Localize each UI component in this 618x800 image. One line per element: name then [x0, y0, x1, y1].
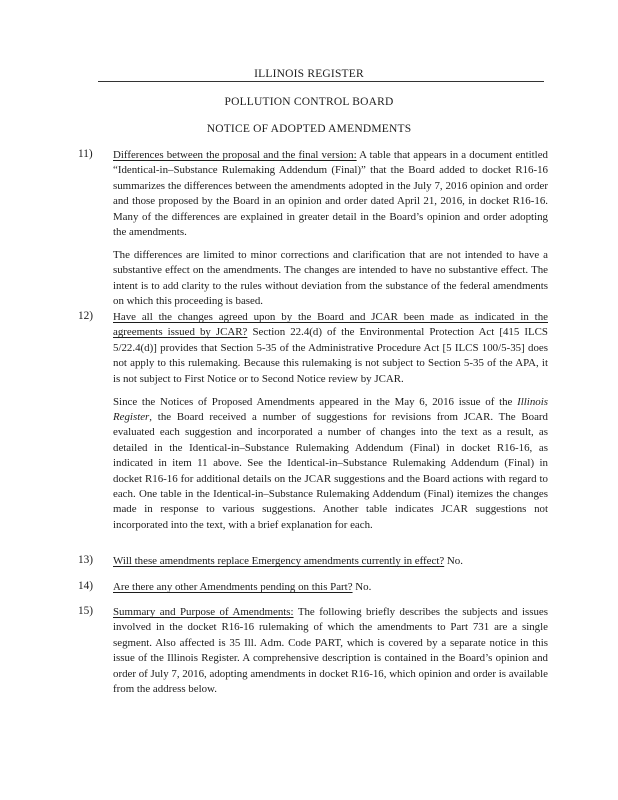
item-paragraph [113, 580, 548, 595]
item-paragraph [113, 310, 548, 387]
item-number: 12) [78, 310, 94, 322]
item-body [113, 148, 548, 310]
item-heading: Are there any other Amendments pending on this Part? [113, 581, 353, 593]
item-body [113, 554, 548, 569]
header-rule [98, 81, 544, 82]
item-number: 14) [78, 580, 94, 592]
item-paragraph [113, 395, 548, 534]
notice-title: NOTICE OF ADOPTED AMENDMENTS [206, 123, 412, 135]
publication-name: Illinois Register [113, 395, 548, 423]
item-text: Section 22.4(d) of the Environmental Protection Act [415 ILCS 5/22.4(d)] provides that Section 5-35 of the Administrative Procedure Act [5 ILCS 100/5-35] does not apply to this rulemaking. Because this rulemaking is not subject to Section 5-35 of the APA, it is not subject to First Notice or to Second Notice review by JCAR. [113, 326, 548, 385]
item-text: Since the Notices of Proposed Amendments appeared in the May 6, 2016 issue of the [113, 395, 513, 408]
item-answer: No. [355, 581, 372, 593]
item-heading: Differences between the proposal and the final version: [113, 149, 357, 161]
item-answer: No. [446, 555, 463, 567]
item-body [113, 310, 548, 533]
item-body [113, 580, 548, 595]
item-heading: Have all the changes agreed upon by the Board and JCAR been made as indicated in the agreements issued by JCAR? [113, 311, 548, 339]
item-paragraph: The differences are limited to minor corrections and clarification that are not intended to have a substantive effect on the amendments. The changes are intended to have no substantive effect. The intent is to add clarity to the rules without deviation from the substance of the federal amendments on which this proceeding is based. [113, 248, 548, 308]
board-title: POLLUTION CONTROL BOARD [224, 96, 394, 108]
item-body [113, 605, 548, 697]
item-paragraph [113, 605, 548, 697]
item-text: The following briefly describes the subjects and issues involved in the docket R16-16 rulemaking of which the amendments to Part 731 are a single segment. Also affected is 35 Ill. Adm. Code PART, which is covered by a separate notice in this issue of the Illinois Register. A comprehensive description is contained in the Board’s opinion and order of July 7, 2016, adopting amendments in docket R16-16, which opinion and order is available from the address below. [113, 606, 548, 696]
item-number: 13) [78, 554, 94, 566]
item-heading: Will these amendments replace Emergency amendments currently in effect? [113, 555, 445, 567]
item-text: , the Board received a number of suggestions for revisions from JCAR. The Board evaluated each suggestion and incorporated a number of changes into the text as a result, as detailed in the Identical-in–Substance Rulemaking Addendum (Final) in docket R16-16, as indicated in item 11 above. See the Identical-in–Substance Rulemaking Addendum (Final) in docket R16-16 for additional details on the JCAR suggestions and the Board actions with regard to each. One table in the Identical-in–Substance Rulemaking Addendum (Final) itemizes the changes made in response to various suggestions. Another table indicates JCAR suggestions not incorporated into the text, with a brief explanation for each. [113, 410, 548, 531]
register-title: ILLINOIS REGISTER [254, 68, 364, 80]
item-text: A table that appears in a document entitled “Identical-in–Substance Rulemaking Addendum (Final)” that the Board added to docket R16-16 summarizes the differences between the amendments adopted in the July 7, 2016 opinion and order and those proposed by the Board in an opinion and order dated April 21, 2016, in docket R16-16. Many of the differences are explained in greater detail in the Board’s opinion and order adopting the amendments. [113, 149, 548, 239]
item-paragraph [113, 148, 548, 240]
item-heading: Summary and Purpose of Amendments: [113, 606, 294, 618]
item-number: 15) [78, 605, 94, 617]
item-paragraph [113, 554, 548, 569]
item-number: 11) [78, 148, 93, 160]
